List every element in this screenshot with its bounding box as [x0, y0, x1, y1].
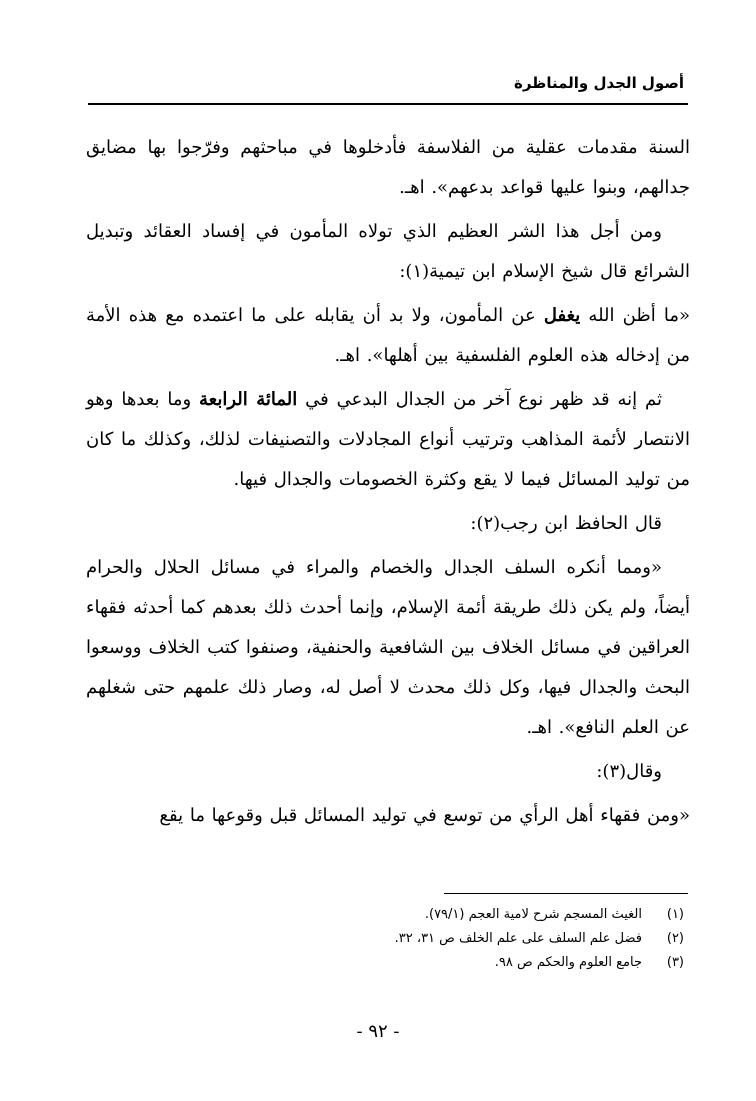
paragraph-4-end: وما بعدها وهو الانتصار لأئمة المذاهب وترتيب أنواع المجادلات والتصنيفات لذلك، وكذلك ما كان من توليد المسائل فيما لا يقع وكثرة الخصومات والجدال فيها. — [86, 389, 690, 490]
page-number: - ٩٢ - — [356, 1021, 400, 1042]
paragraph-4-bold: المائة الرابعة — [199, 389, 298, 410]
footnotes — [124, 903, 684, 975]
paragraph-6 — [86, 548, 690, 748]
paragraph-7-text: وقال — [626, 761, 662, 782]
footnote-3-text: جامع العلوم والحكم ص ٩٨. — [494, 955, 642, 970]
paragraph-4-start: ثم إنه قد ظهر نوع آخر من الجدال البدعي في — [297, 389, 662, 410]
footnote-2 — [124, 927, 684, 951]
footnote-1-number: (١) — [666, 907, 684, 922]
paragraph-5-text: قال الحافظ ابن رجب — [500, 513, 662, 534]
paragraph-3-end: عن المأمون، ولا بد أن يقابله على ما اعتمده مع هذه الأمة من إدخاله هذه العلوم الفلسفية بين أهلها». اهـ. — [86, 305, 690, 366]
paragraph-7-colon: : — [596, 761, 603, 782]
footnote-2-text: فضل علم السلف على علم الخلف ص ٣١، ٣٢. — [394, 931, 642, 946]
footnote-3 — [124, 951, 684, 975]
paragraph-2-text: ومن أجل هذا الشر العظيم الذي تولاه المأمون في إفساد العقائد وتبديل الشرائع قال شيخ الإسلام ابن تيمية — [86, 221, 690, 282]
footnote-ref-2: (٢) — [476, 513, 501, 534]
footnote-1-text: الغيث المسجم شرح لامية العجم (٧٩/١). — [424, 907, 642, 922]
paragraph-3-bold: يغفل — [543, 305, 581, 326]
main-text — [86, 128, 690, 836]
paragraph-2 — [86, 212, 690, 292]
paragraph-6-text: «ومما أنكره السلف الجدال والخصام والمراء في مسائل الحلال والحرام أيضاً، ولم يكن ذلك طريقة أئمة الإسلام، وإنما أحدث ذلك بعدهم كما أحدثه فقهاء العراقين في مسائل الخلاف بين الشافعية والحنفية، وصنفوا كتب الخلاف ووسعوا البحث والجدال فيها، وكل ذلك محدث لا أصل له، وصار ذلك علمهم حتى شغلهم عن العلم النافع». اهـ. — [86, 557, 691, 738]
header-divider — [88, 103, 688, 105]
paragraph-2-colon: : — [399, 261, 406, 282]
footnote-2-number: (٢) — [666, 931, 684, 946]
footnote-divider — [444, 893, 688, 894]
footnote-ref-3: (٣) — [602, 761, 627, 782]
paragraph-1 — [86, 128, 690, 208]
paragraph-3-start: «ما أظن الله — [580, 305, 690, 326]
paragraph-7 — [86, 752, 690, 792]
paragraph-8-text: «ومن فقهاء أهل الرأي من توسع في توليد المسائل قبل وقوعها ما يقع — [159, 805, 690, 826]
running-header-title: أصول الجدل والمناظرة — [514, 74, 684, 92]
paragraph-1-text: السنة مقدمات عقلية من الفلاسفة فأدخلوها في مباحثهم وفرّجوا بها مضايق جدالهم، وبنوا عليها قواعد بدعهم». اهـ. — [86, 137, 690, 198]
paragraph-4 — [86, 380, 690, 500]
paragraph-5-colon: : — [470, 513, 477, 534]
paragraph-5 — [86, 504, 690, 544]
paragraph-8 — [86, 796, 690, 836]
footnote-ref-1: (١) — [405, 261, 430, 282]
footnote-1 — [124, 903, 684, 927]
paragraph-3 — [86, 296, 690, 376]
footnote-3-number: (٣) — [666, 955, 684, 970]
